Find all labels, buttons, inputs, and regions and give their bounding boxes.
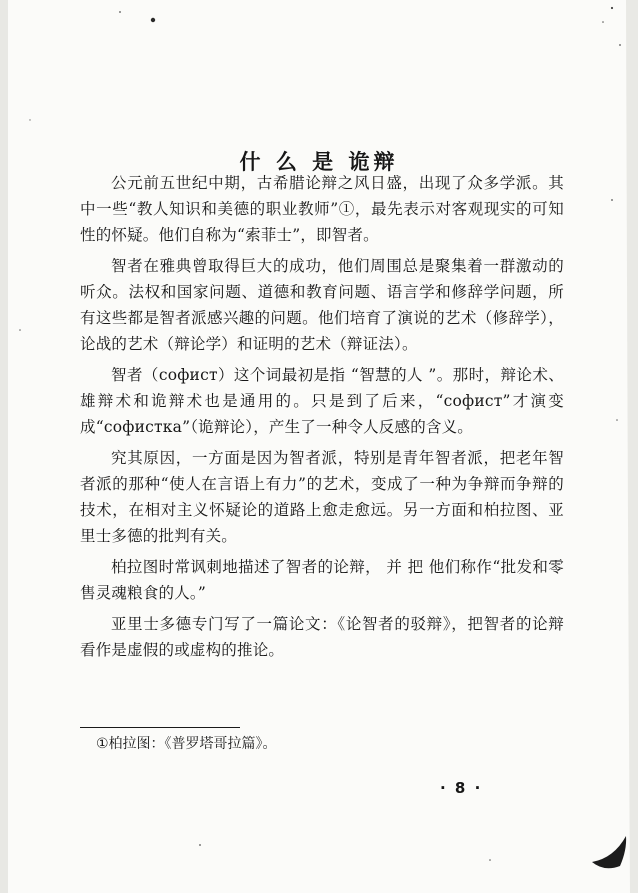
scan-speck bbox=[119, 11, 121, 13]
scan-speck bbox=[616, 419, 618, 421]
corner-curl bbox=[592, 836, 626, 868]
paragraph: 究其原因，一方面是因为智者派，特别是青年智者派，把老年智者派的那种“使人在言语上有力”的艺术，变成了一种为争辩而争辩的技术，在相对主义怀疑论的道路上愈走愈远。另一方面和柏拉图、亚里士多德的批判有关。 bbox=[80, 449, 564, 545]
scan-speck bbox=[611, 199, 613, 201]
scan-speck bbox=[611, 7, 613, 9]
footnote-divider bbox=[80, 727, 240, 728]
body-text bbox=[80, 170, 564, 668]
right-edge-shadow bbox=[626, 0, 638, 893]
paragraph: 智者在雅典曾取得巨大的成功，他们周围总是聚集着一群激动的听众。法权和国家问题、道德和教育问题、语言学和修辞学问题，所有这些都是智者派感兴趣的问题。他们培育了演说的艺术（修辞学），论战的艺术（辩论学）和证明的艺术（辩证法）。 bbox=[80, 257, 564, 353]
left-edge-shadow bbox=[0, 0, 8, 893]
scan-speck bbox=[489, 859, 491, 861]
scan-speck bbox=[19, 329, 21, 331]
paragraph: 智者（софист）这个词最初是指 “智慧的人 ”。那时，辩论术、雄辩术和诡辩术也是通用的。只是到了后来，“софист”才演变成“софистка”（诡辩论），产生了一种令人反感的含义。 bbox=[80, 366, 564, 436]
scan-speck bbox=[602, 21, 604, 23]
paragraph: 公元前五世纪中期，古希腊论辩之风日盛，出现了众多学派。其中一些“教人知识和美德的职业教师”①，最先表示对客观现实的可知性的怀疑。他们自称为“索菲士”，即智者。 bbox=[80, 174, 564, 244]
page-number: · 8 · bbox=[440, 779, 483, 797]
page-title: 什 么 是 诡辩 bbox=[239, 150, 399, 174]
footnote: ①柏拉图：《普罗塔哥拉篇》。 bbox=[96, 736, 277, 752]
scan-speck bbox=[199, 844, 201, 846]
scan-speck bbox=[619, 44, 621, 46]
scan-speck bbox=[151, 18, 155, 22]
paragraph: 亚里士多德专门写了一篇论文：《论智者的驳辩》，把智者的论辩看作是虚假的或虚构的推论。 bbox=[80, 615, 564, 659]
paragraph: 柏拉图时常讽刺地描述了智者的论辩， 并 把 他们称作“批发和零售灵魂粮食的人。” bbox=[80, 558, 564, 602]
scan-speck bbox=[29, 119, 30, 120]
